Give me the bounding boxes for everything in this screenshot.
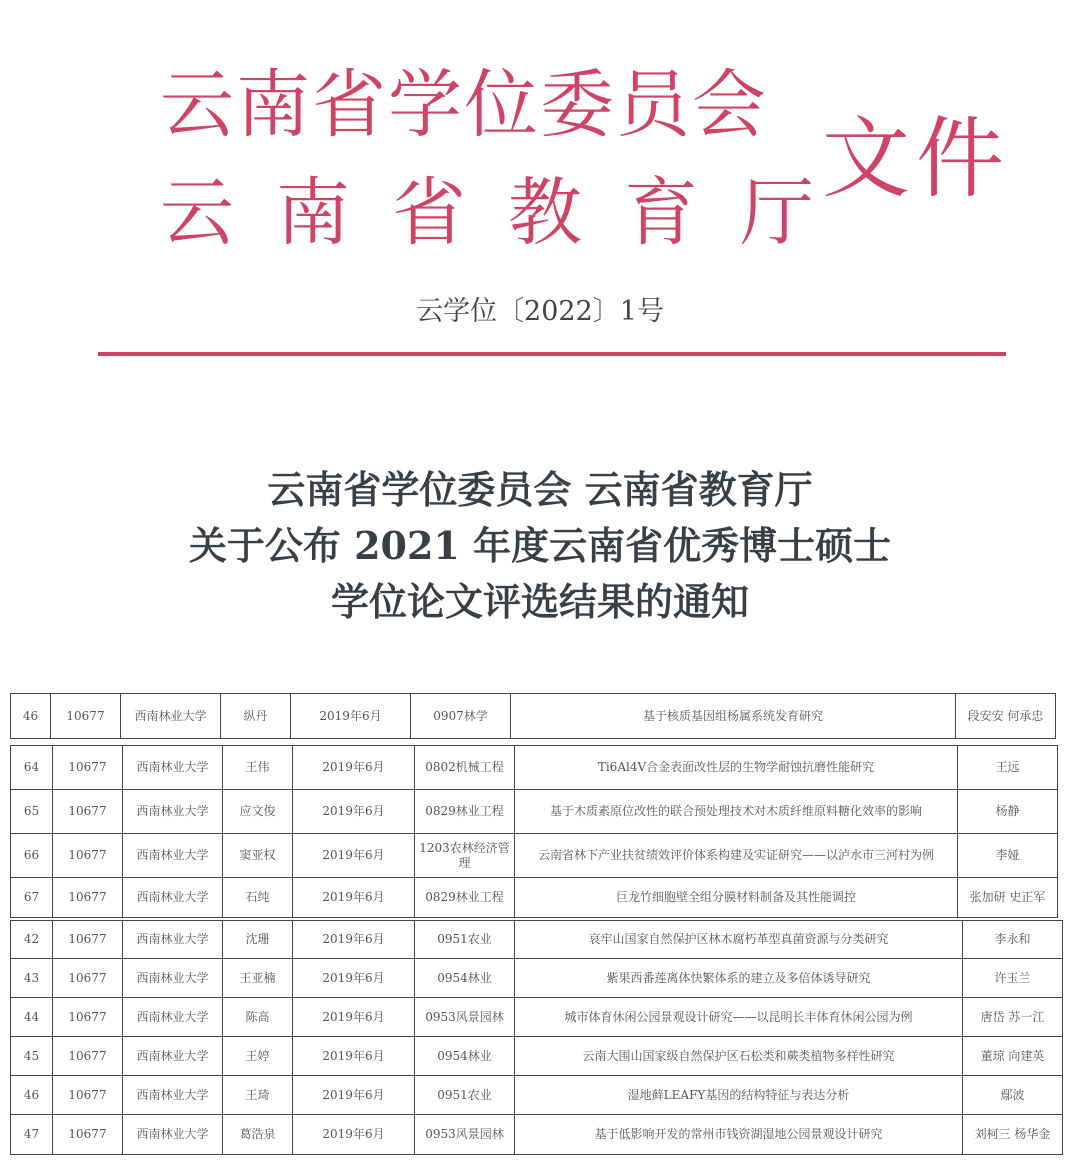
cell-no: 42 [11,921,53,959]
issuing-org-line2: 云南省教育厅 [160,170,856,256]
cell-no: 46 [11,1076,53,1115]
table-row [11,1037,1063,1076]
cell-advisor: 刘柯三 杨华金 [963,1115,1063,1155]
cell-no: 65 [11,790,53,834]
table-row [11,746,1058,790]
cell-no: 64 [11,746,53,790]
cell-major: 0954林业 [415,1037,515,1076]
cell-school: 西南林业大学 [123,998,223,1037]
cell-major: 0951农业 [415,921,515,959]
cell-advisor: 鄢波 [963,1076,1063,1115]
cell-thesis-title: 湿地藓LEAFY基因的结构特征与表达分析 [515,1076,963,1115]
cell-advisor: 李永和 [963,921,1063,959]
cell-major: 0954林业 [415,959,515,998]
cell-author: 王伟 [223,746,293,790]
title-line-1: 云南省学位委员会 云南省教育厅 [267,467,813,512]
cell-school: 西南林业大学 [123,959,223,998]
cell-thesis-title: 基于低影响开发的常州市钱资湖湿地公园景观设计研究 [515,1115,963,1155]
cell-major: 0802机械工程 [415,746,515,790]
cell-date: 2019年6月 [293,1037,415,1076]
cell-advisor: 李娅 [958,834,1058,878]
table-row [11,1076,1063,1115]
cell-major: 1203农林经济管理 [415,834,515,878]
cell-school: 西南林业大学 [123,878,223,918]
title-line-2: 关于公布 2021 年度云南省优秀博士硕士 [188,523,892,568]
results-table-fragment-2 [10,745,1058,918]
cell-major: 0951农业 [415,1076,515,1115]
table-row [11,878,1058,918]
table-row [11,1115,1063,1155]
cell-date: 2019年6月 [293,834,415,878]
cell-thesis-title: 云南省林下产业扶贫绩效评价体系构建及实证研究——以泸水市三河村为例 [515,834,958,878]
cell-date: 2019年6月 [293,746,415,790]
cell-school-code: 10677 [51,694,121,739]
cell-school: 西南林业大学 [123,746,223,790]
cell-no: 43 [11,959,53,998]
table-row [11,959,1063,998]
cell-no: 67 [11,878,53,918]
cell-advisor: 段安安 何承忠 [956,694,1056,739]
cell-date: 2019年6月 [293,1115,415,1155]
cell-author: 沈珊 [223,921,293,959]
table-row [11,834,1058,878]
cell-date: 2019年6月 [293,959,415,998]
results-table-fragment-1 [10,693,1056,739]
cell-school: 西南林业大学 [121,694,221,739]
cell-advisor: 董琼 向建英 [963,1037,1063,1076]
issuing-org-line1: 云南省学位委员会 [160,62,768,148]
cell-thesis-title: 哀牢山国家自然保护区林木腐朽革型真菌资源与分类研究 [515,921,963,959]
cell-school: 西南林业大学 [123,834,223,878]
cell-no: 47 [11,1115,53,1155]
cell-author: 葛浩泉 [223,1115,293,1155]
cell-thesis-title: 基于木质素原位改性的联合预处理技术对木质纤维原料糖化效率的影响 [515,790,958,834]
cell-advisor: 杨静 [958,790,1058,834]
cell-school: 西南林业大学 [123,790,223,834]
title-line-3: 学位论文评选结果的通知 [330,579,749,624]
table-row [11,998,1063,1037]
document-title [0,462,1080,630]
table-row [11,694,1056,739]
cell-major: 0829林业工程 [415,878,515,918]
cell-school-code: 10677 [53,998,123,1037]
cell-school: 西南林业大学 [123,1037,223,1076]
document-number: 云学位〔2022〕1号 [416,296,664,327]
doc-type-label: 文件 [822,107,1011,210]
cell-author: 王亚楠 [223,959,293,998]
cell-date: 2019年6月 [293,998,415,1037]
cell-date: 2019年6月 [293,878,415,918]
cell-author: 王琦 [223,1076,293,1115]
cell-advisor: 许玉兰 [963,959,1063,998]
cell-no: 45 [11,1037,53,1076]
cell-school: 西南林业大学 [123,1115,223,1155]
cell-thesis-title: 城市体育休闲公园景观设计研究——以昆明长丰体育休闲公园为例 [515,998,963,1037]
cell-school-code: 10677 [53,1115,123,1155]
cell-school-code: 10677 [53,1037,123,1076]
cell-no: 46 [11,694,51,739]
cell-advisor: 张加研 史正军 [958,878,1058,918]
cell-thesis-title: 巨龙竹细胞壁全组分膜材料制备及其性能调控 [515,878,958,918]
cell-school: 西南林业大学 [123,921,223,959]
cell-author: 应文俊 [223,790,293,834]
cell-school-code: 10677 [53,834,123,878]
cell-author: 王婷 [223,1037,293,1076]
cell-school: 西南林业大学 [123,1076,223,1115]
cell-major: 0953风景园林 [415,1115,515,1155]
cell-author: 窦亚权 [223,834,293,878]
cell-advisor: 唐岱 苏一江 [963,998,1063,1037]
table-row [11,921,1063,959]
cell-major: 0953风景园林 [415,998,515,1037]
cell-author: 石纯 [223,878,293,918]
cell-thesis-title: Ti6Al4V合金表面改性层的生物学耐蚀抗磨性能研究 [515,746,958,790]
cell-school-code: 10677 [53,959,123,998]
results-table-fragment-3 [10,920,1063,1155]
cell-date: 2019年6月 [293,921,415,959]
cell-date: 2019年6月 [293,1076,415,1115]
cell-advisor: 王远 [958,746,1058,790]
cell-date: 2019年6月 [293,790,415,834]
cell-author: 纵丹 [221,694,291,739]
cell-thesis-title: 基于核质基因组杨属系统发育研究 [511,694,956,739]
cell-thesis-title: 紫果西番莲离体快繁体系的建立及多倍体诱导研究 [515,959,963,998]
cell-school-code: 10677 [53,1076,123,1115]
cell-school-code: 10677 [53,878,123,918]
cell-date: 2019年6月 [291,694,411,739]
cell-school-code: 10677 [53,746,123,790]
table-row [11,790,1058,834]
cell-no: 66 [11,834,53,878]
cell-no: 44 [11,998,53,1037]
cell-major: 0907林学 [411,694,511,739]
cell-thesis-title: 云南大围山国家级自然保护区石松类和蕨类植物多样性研究 [515,1037,963,1076]
cell-school-code: 10677 [53,921,123,959]
cell-author: 陈高 [223,998,293,1037]
red-divider [98,352,1006,356]
cell-major: 0829林业工程 [415,790,515,834]
cell-school-code: 10677 [53,790,123,834]
